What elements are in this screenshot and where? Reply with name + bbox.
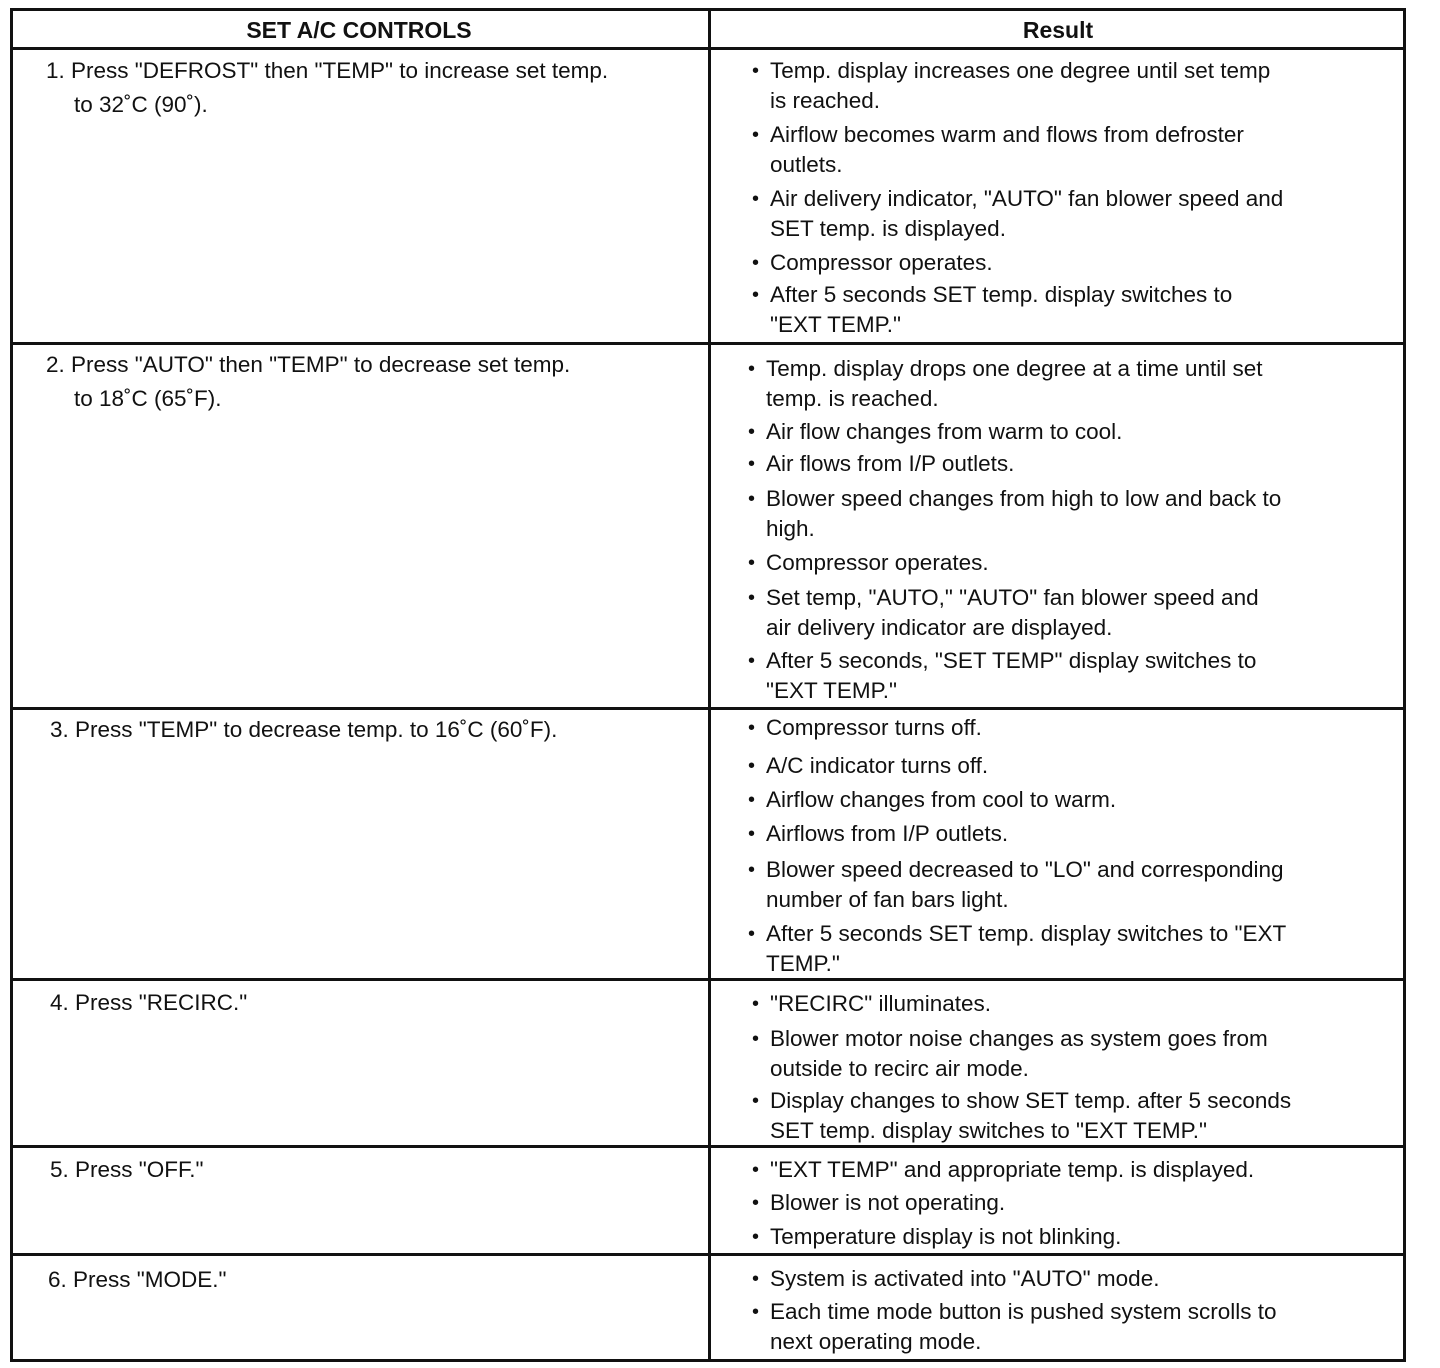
step-4 [50,986,247,1020]
result-item [752,280,1232,340]
step-text: 5. Press "OFF." [50,1157,204,1182]
result-text: • Airflow changes from cool to warm. [766,787,1117,812]
result-item [752,1155,1254,1185]
result-item [748,583,1259,643]
result-text: is reached. [770,88,881,113]
result-text: • Each time mode button is pushed system scrolls to [770,1299,1277,1324]
result-item [752,120,1244,180]
result-text: • Compressor turns off. [766,715,982,740]
result-text: SET temp. display switches to "EXT TEMP." [770,1118,1207,1143]
result-item [752,1297,1276,1357]
result-item [752,989,991,1019]
result-text: • Temp. display drops one degree at a time until set [766,356,1263,381]
step-text: 6. Press "MODE." [48,1267,227,1292]
result-item [752,184,1283,244]
result-text: temp. is reached. [766,386,939,411]
result-text: • Air delivery indicator, "AUTO" fan blower speed and [770,186,1284,211]
result-item [748,819,1008,849]
result-item [748,751,988,781]
result-item [748,646,1256,706]
result-text: • Airflows from I/P outlets. [766,821,1009,846]
result-item [752,1086,1291,1146]
result-text: • Air flow changes from warm to cool. [766,419,1123,444]
result-text: • "EXT TEMP" and appropriate temp. is displayed. [770,1157,1255,1182]
step-6 [48,1263,227,1297]
header-set-ac-controls: SET A/C CONTROLS [246,17,472,43]
result-item [748,919,1286,979]
result-text: • Compressor operates. [770,250,993,275]
step-1 [46,54,608,122]
result-item [752,1264,1159,1294]
step-3 [50,713,557,747]
result-text: • Air flows from I/P outlets. [766,451,1015,476]
result-text: • Blower motor noise changes as system goes from [770,1026,1268,1051]
step-text: 4. Press "RECIRC." [50,990,248,1015]
header-result: Result [1022,17,1094,43]
result-item [748,449,1014,479]
result-item [752,248,993,278]
result-text: SET temp. is displayed. [770,216,1006,241]
result-text: • Compressor operates. [766,550,989,575]
result-item [748,484,1281,544]
row-divider [10,342,1406,345]
step-text: 2. Press "AUTO" then "TEMP" to decrease set temp. [46,352,571,377]
result-text: • A/C indicator turns off. [766,753,989,778]
result-text: • Blower is not operating. [770,1190,1006,1215]
result-item [752,1024,1268,1084]
step-text: 1. Press "DEFROST" then "TEMP" to increase set temp. [46,58,609,83]
step-text: 3. Press "TEMP" to decrease temp. to 16˚C (60˚F). [50,717,558,742]
step-5 [50,1153,204,1187]
result-text: • System is activated into "AUTO" mode. [770,1266,1160,1291]
step-text: to 32˚C (90˚). [74,92,208,117]
row-divider [10,707,1406,710]
result-text: • Airflow becomes warm and flows from defroster [770,122,1244,147]
result-item [748,354,1263,414]
result-text: • After 5 seconds SET temp. display switches to "EXT [766,921,1287,946]
result-text: next operating mode. [770,1329,982,1354]
result-text: air delivery indicator are displayed. [766,615,1113,640]
result-text: TEMP." [766,951,840,976]
result-text: • Blower speed changes from high to low and back to [766,486,1282,511]
result-item [752,1222,1121,1252]
result-text: outlets. [770,152,843,177]
result-item [752,56,1270,116]
table-header [10,8,1406,50]
result-item [748,417,1122,447]
result-text: • "RECIRC" illuminates. [770,991,992,1016]
column-divider [708,8,711,1362]
result-item [748,548,989,578]
result-text: "EXT TEMP." [770,312,902,337]
result-text: • After 5 seconds, "SET TEMP" display switches to [766,648,1257,673]
result-text: • Set temp, "AUTO," "AUTO" fan blower speed and [766,585,1259,610]
row-divider [10,1253,1406,1256]
result-item [752,1188,1005,1218]
result-text: • Blower speed decreased to "LO" and corresponding [766,857,1284,882]
result-text: "EXT TEMP." [766,678,898,703]
step-text: to 18˚C (65˚F). [74,386,222,411]
result-item [748,713,982,743]
result-text: • Display changes to show SET temp. after 5 seconds [770,1088,1292,1113]
result-text: outside to recirc air mode. [770,1056,1029,1081]
result-item [748,855,1284,915]
step-2 [46,348,570,416]
result-item [748,785,1116,815]
result-text: • Temperature display is not blinking. [770,1224,1122,1249]
result-text: • Temp. display increases one degree until set temp [770,58,1271,83]
result-text: high. [766,516,815,541]
result-text: • After 5 seconds SET temp. display switches to [770,282,1233,307]
result-text: number of fan bars light. [766,887,1009,912]
